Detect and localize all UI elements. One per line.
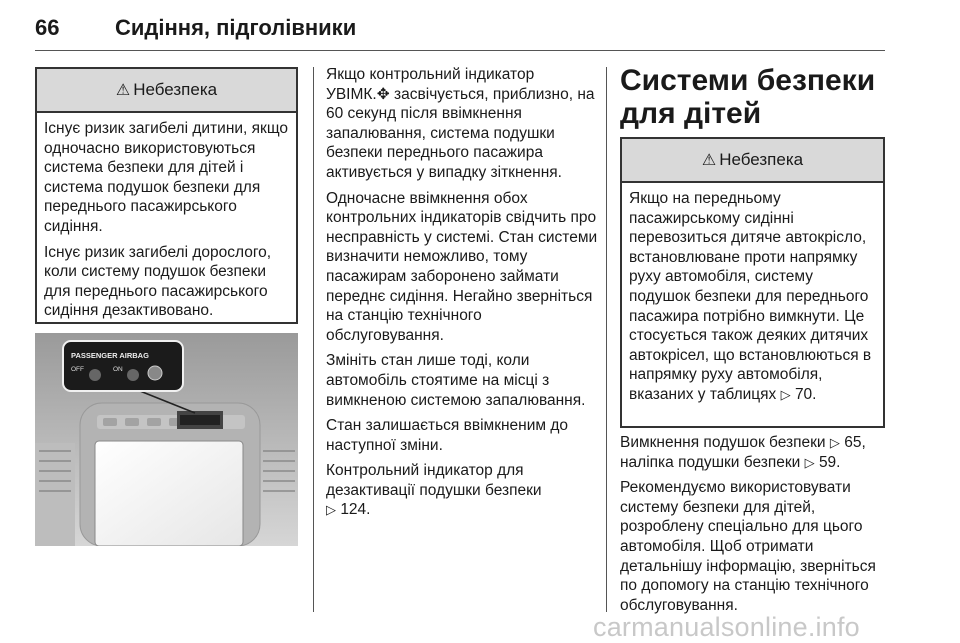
warning-box-2 bbox=[620, 137, 885, 428]
page-reference[interactable]: 124. bbox=[340, 501, 371, 519]
column-2 bbox=[326, 65, 598, 526]
warning-triangle-icon: ⚠ bbox=[701, 152, 717, 169]
text-fragment: наліпка подушки безпеки bbox=[620, 453, 801, 471]
warning-body bbox=[622, 183, 883, 417]
warning-paragraph-2: Існує ризик загибелі дорослого, коли систему подушок безпеки для переднього пасажирського сидіння дезактивовано. bbox=[44, 243, 272, 320]
warning-title: Небезпека bbox=[719, 150, 804, 169]
paragraph-recommendation: Рекомендуємо використовувати систему безпеки для дітей, розроблену спеціально для цього автомобіля. Щоб отримати детальнішу інформацію, зверніться по допомогу на станцію технічного обслуговування. bbox=[620, 479, 876, 614]
warning-paragraph bbox=[629, 189, 876, 405]
column-3-body bbox=[620, 433, 890, 621]
paragraph-deactivation-indicator bbox=[326, 461, 598, 520]
warning-title: Небезпека bbox=[133, 80, 218, 99]
reference-arrow-icon: ▷ bbox=[326, 502, 336, 518]
page-reference[interactable]: 59. bbox=[818, 453, 841, 471]
text-fragment: Контрольний індикатор для дезактивації подушки безпеки bbox=[326, 462, 542, 499]
text-fragment: Якщо контрольний індикатор УВІМК. bbox=[326, 66, 535, 103]
column-3 bbox=[620, 64, 888, 130]
reference-arrow-icon: ▷ bbox=[829, 435, 840, 450]
header-divider bbox=[35, 50, 885, 51]
paragraph-change-state: Змініть стан лише тоді, коли автомобіль стоятиме на місці з вимкненою системою запалювання. bbox=[326, 352, 586, 409]
text-fragment: засвічується, приблизно, на 60 секунд після ввімкнення запалювання, система подушки безпеки переднього пасажира активується у випадку зіткнення. bbox=[326, 85, 595, 181]
paragraph-state-remains: Стан залишається ввімкненим до наступної зміни. bbox=[326, 417, 568, 454]
text-fragment: Якщо на передньому пасажирському сидінні перевозиться дитяче автокрісло, встановлюване проти напрямку руху автомобіля, систему подушок безпеки для переднього пасажира потрібно вимкнути. Це стосується також деяких дитячих автокрісел, що встановлюються в напрямку руху автомобіля, вказаних у таблицях bbox=[629, 190, 872, 403]
reference-arrow-icon: ▷ bbox=[780, 386, 791, 402]
warning-box-1 bbox=[35, 67, 298, 324]
page-reference[interactable]: 65, bbox=[844, 434, 866, 451]
airbag-on-indicator-icon: ✥ bbox=[376, 85, 390, 103]
dashboard-illustration bbox=[35, 333, 298, 546]
page-number: 66 bbox=[35, 15, 60, 40]
dashboard-photo bbox=[35, 333, 298, 546]
warning-header bbox=[37, 69, 296, 113]
warning-body bbox=[37, 113, 296, 333]
page-reference[interactable]: 70. bbox=[794, 385, 817, 403]
child-restraint-title: Системи безпеки для дітей bbox=[620, 64, 876, 130]
panel-title-label: PASSENGER AIRBAG bbox=[71, 351, 149, 360]
reference-arrow-icon: ▷ bbox=[804, 454, 815, 470]
section-title: Сидіння, підголівники bbox=[115, 15, 357, 40]
column-divider-2 bbox=[606, 67, 607, 612]
warning-triangle-icon: ⚠ bbox=[115, 82, 131, 99]
watermark: carmanualsonline.info bbox=[593, 612, 860, 642]
paragraph-both-indicators: Одночасне ввімкнення обох контрольних індикаторів свідчить про несправність у системі. Стан системи визначити неможливо, тому пасажирам заборонено займати переднє сидіння. Негайно зверніться на станцію технічного обслуговування. bbox=[326, 189, 598, 344]
on-label: ON bbox=[113, 366, 123, 373]
page-header bbox=[35, 0, 885, 50]
paragraph-indicator-on bbox=[326, 65, 598, 183]
warning-header bbox=[622, 139, 883, 183]
column-divider-1 bbox=[313, 67, 314, 612]
warning-paragraph-1: Існує ризик загибелі дитини, якщо одночасно використовуються система безпеки для дітей і система подушок безпеки для переднього пасажирського сидіння. bbox=[44, 120, 289, 235]
off-label: OFF bbox=[71, 366, 84, 373]
text-fragment: Вимкнення подушок безпеки bbox=[620, 434, 826, 451]
paragraph-airbag-refs bbox=[620, 433, 890, 472]
